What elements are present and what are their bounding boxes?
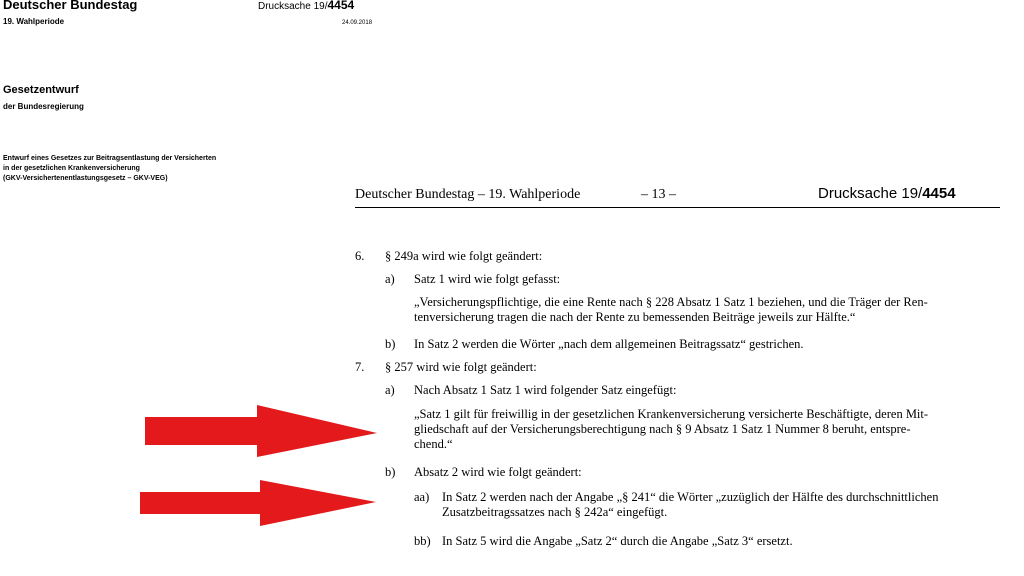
cover-draft-title (3, 154, 216, 184)
quote-line: tenversicherung tragen die nach der Rente zu bemessenden Beiträge jeweils zur Hälfte.“ (414, 310, 856, 324)
quote-line: „Satz 1 gilt für freiwillig in der gesetzlichen Krankenversicherung versicherte Beschäftigte, deren Mit- (414, 407, 929, 421)
item-7b-bb-label: bb) (414, 534, 431, 548)
item-6-text: § 249a wird wie folgt geändert: (385, 249, 543, 263)
item-7-number: 7. (355, 360, 365, 374)
page-header-drucksache-number: 4454 (922, 185, 956, 202)
page-header-drucksache (818, 185, 956, 202)
item-6-number: 6. (355, 249, 365, 263)
cover-period: 19. Wahlperiode (3, 17, 65, 26)
page-header-drucksache-label: Drucksache 19/ (818, 185, 923, 202)
cover-date: 24.09.2018 (342, 20, 373, 26)
item-6a-text: Satz 1 wird wie folgt gefasst: (414, 272, 561, 286)
item-7-text: § 257 wird wie folgt geändert: (385, 360, 537, 374)
cover-org-title: Deutscher Bundestag (3, 0, 138, 12)
red-arrow-icon (145, 403, 380, 459)
item-7a-text: Nach Absatz 1 Satz 1 wird folgender Satz eingefügt: (414, 383, 677, 397)
arrow-shape (140, 480, 376, 526)
page-header-left: Deutscher Bundestag – 19. Wahlperiode (355, 187, 581, 202)
item-7b-aa-text (442, 490, 938, 520)
page-number: – 13 – (641, 187, 676, 202)
item-6a-quote (414, 295, 996, 325)
item-7b-label: b) (385, 465, 396, 479)
cover-doc-author: der Bundesregierung (3, 102, 84, 111)
draft-title-line: (GKV-Versichertenentlastungsgesetz – GKV-VEG) (3, 175, 168, 182)
cover-drucksache (258, 0, 354, 12)
draft-title-line: Entwurf eines Gesetzes zur Beitragsentlastung der Versicherten (3, 155, 217, 162)
item-7b-bb-text: In Satz 5 wird die Angabe „Satz 2“ durch die Angabe „Satz 3“ ersetzt. (442, 534, 793, 548)
header-rule (355, 207, 1000, 208)
quote-line: „Versicherungspflichtige, die eine Rente nach § 228 Absatz 1 Satz 1 beziehen, und die Träger der Ren- (414, 295, 928, 309)
quote-line: gliedschaft auf der Versicherungsberechtigung nach § 9 Absatz 1 Satz 1 Nummer 8 beruht, entspre- (414, 422, 911, 436)
item-7a-quote (414, 407, 996, 452)
cover-drucksache-number: 4454 (327, 0, 355, 12)
item-7a-label: a) (385, 383, 395, 397)
item-6a-label: a) (385, 272, 395, 286)
item-7b-aa-label: aa) (414, 490, 430, 504)
aa-line: Zusatzbeitragssatzes nach § 242a“ eingefügt. (442, 505, 668, 519)
arrow-shape (145, 405, 377, 457)
red-arrow-icon (140, 480, 380, 536)
draft-title-line: in der gesetzlichen Krankenversicherung (3, 165, 140, 172)
aa-line: In Satz 2 werden nach der Angabe „§ 241“ die Wörter „zuzüglich der Hälfte des durchschnittlichen (442, 490, 939, 504)
quote-line: chend.“ (414, 437, 453, 451)
item-7b-text: Absatz 2 wird wie folgt geändert: (414, 465, 582, 479)
cover-drucksache-label: Drucksache 19/ (258, 1, 328, 12)
item-6b-text: In Satz 2 werden die Wörter „nach dem allgemeinen Beitragssatz“ gestrichen. (414, 337, 804, 351)
item-6b-label: b) (385, 337, 396, 351)
cover-doc-type: Gesetzentwurf (3, 84, 79, 96)
